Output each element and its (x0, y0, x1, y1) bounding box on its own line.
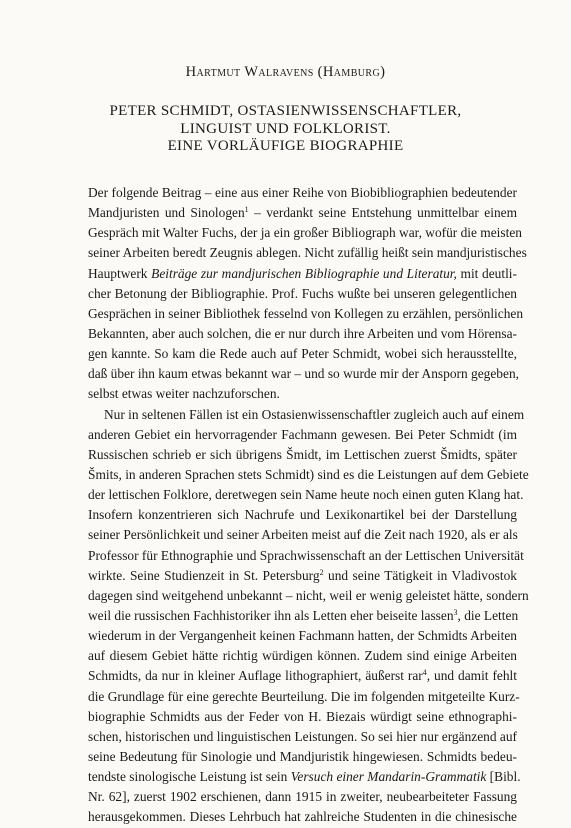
text-span: [Bibl. (486, 769, 521, 785)
text-line (88, 203, 517, 223)
text-span: tendste sinologische Leistung ist sein (88, 769, 291, 785)
text-line: Gespräch mit Walter Fuchs, der ja ein großer Bibliograph war, wofür die meisten (88, 225, 522, 241)
text-line: die Grundlage für eine gerechte Beurteilung. Die im folgenden mitgeteilte Kurz- (88, 688, 520, 704)
text-span: und seine Tätigkeit in Vladivostok (323, 567, 517, 583)
text-line: Professor für Ethnographie und Sprachwissenschaft an der Lettischen Universität (88, 547, 524, 563)
book-title: Versuch einer Mandarin-Grammatik (290, 769, 487, 785)
text-line: schen, historischen und linguistischen Leistungen. So sei hier nur ergänzend auf (88, 728, 517, 744)
text-line: seine Bedeutung für Sinologie und Mandjuristik hingewiesen. Schmidts bedeu- (88, 748, 517, 764)
footnote-marker: 2 (319, 567, 324, 577)
text-span: weil die russischen Fachhistoriker ihn als Letten eher beiseite lassen (88, 607, 454, 623)
text-line: seiner Persönlichkeit und seiner Arbeiten meist auf die Zeit nach 1920, als er als (88, 527, 518, 543)
text-line: gen kannte. So kam die Rede auch auf Peter Schmidt, wobei sich herausstellte, (88, 346, 517, 362)
text-line: Bekannten, aber auch solchen, die er nur durch ihre Arbeiten und vom Hörensa- (88, 325, 517, 341)
text-line (88, 767, 521, 787)
text-span: , die Letten (457, 607, 519, 623)
text-line: Nur in seltenen Fällen ist ein Ostasienwissenschaftler zugleich auch auf einem (104, 406, 525, 422)
text-span: – verdankt seine Entstehung unmittelbar einem (248, 205, 518, 221)
book-title: Beiträge zur mandjurischen Bibliographie und Literatur, (151, 265, 457, 281)
text-span: wirkte. Seine Studienzeit in St. Petersburg (88, 567, 320, 583)
article-body (88, 183, 529, 828)
text-span: Hauptwerk (88, 265, 152, 281)
footnote-marker: 4 (422, 668, 427, 678)
text-line: wiederum in der Vergangenheit keinen Fachmann hatten, der Schmidts Arbeiten (88, 628, 517, 644)
text-line: herausgekommen. Dieses Lehrbuch hat zahlreiche Studenten in die chinesische (88, 809, 517, 825)
text-span: Mandjuristen und Sinologen (88, 205, 245, 221)
paragraph-2 (88, 405, 529, 828)
text-line (88, 566, 517, 586)
paragraph-1 (88, 183, 527, 405)
author-line: Hartmut Walravens (Hamburg) (185, 64, 386, 80)
text-span: mit deutli- (456, 265, 517, 281)
text-line: anderen Gebiet ein hervorragender Fachmann gewesen. Bei Peter Schmidt (im (88, 426, 517, 442)
text-line: der lettischen Folklore, deretwegen sein Name heute noch einen guten Klang hat. (88, 487, 524, 503)
text-line: Der folgende Beitrag – eine aus einer Reihe von Biobibliographien bedeutender (88, 185, 517, 200)
text-line: Insofern konzentrieren sich Nachrufe und Lexikonartikel bei der Darstellung (88, 507, 517, 523)
text-line: Nr. 62], zuerst 1902 erschienen, dann 1915 in zweiter, neubearbeiteter Fassung (88, 789, 517, 805)
text-line: daß über ihn kaum etwas bekannt war – und so wurde mir der Ansporn gegeben, (88, 366, 519, 382)
title-line-3: EINE VORLÄUFIGE BIOGRAPHIE (167, 138, 404, 154)
text-line: Gesprächen in seiner Bibliothek fesselnd von Kollegen zu erzählen, persönlichen (88, 305, 524, 321)
text-line (88, 666, 517, 686)
text-line (88, 264, 517, 284)
footnote-marker: 1 (244, 205, 249, 215)
footnote-marker: 3 (453, 607, 458, 617)
text-line: dagegen sind weitgehend unbekannt – nicht, weil er wenig geleistet hätte, sondern (88, 587, 529, 603)
text-line: Šmits, in anderen Sprachen stets Schmidt) sind es die Leistungen auf dem Gebiete (88, 466, 529, 482)
text-line: seiner Arbeiten beredt Zeugnis ablegen. Nicht zufällig heißt sein mandjuristisches (88, 245, 527, 261)
title-line-1: PETER SCHMIDT, OSTASIENWISSENSCHAFTLER, (109, 103, 462, 119)
text-line: Russischen schrieb er sich übrigens Šmidt, im Lettischen zuerst Šmidts, später (88, 446, 517, 462)
text-span: Schmidts, da nur in kleiner Auflage lithographiert, äußerst rar (88, 668, 423, 684)
title-line-2: LINGUIST UND FOLKLORIST. (180, 120, 391, 137)
text-line: auf diesem Gebiet hätte richtig würdigen können. Zudem sind einige Arbeiten (88, 648, 517, 664)
text-line: cher Betonung der Bibliographie. Prof. Fuchs wußte bei unseren gelegentlichen (88, 285, 517, 301)
text-line: biographie Schmidts aus der Feder von H. Biezais würdigt seine ethnographi- (88, 708, 517, 724)
text-span: , und damit fehlt (426, 668, 517, 684)
text-line (88, 606, 517, 626)
article-title (0, 103, 571, 156)
text-line: selbst etwas weiter nachzuforschen. (88, 386, 280, 402)
